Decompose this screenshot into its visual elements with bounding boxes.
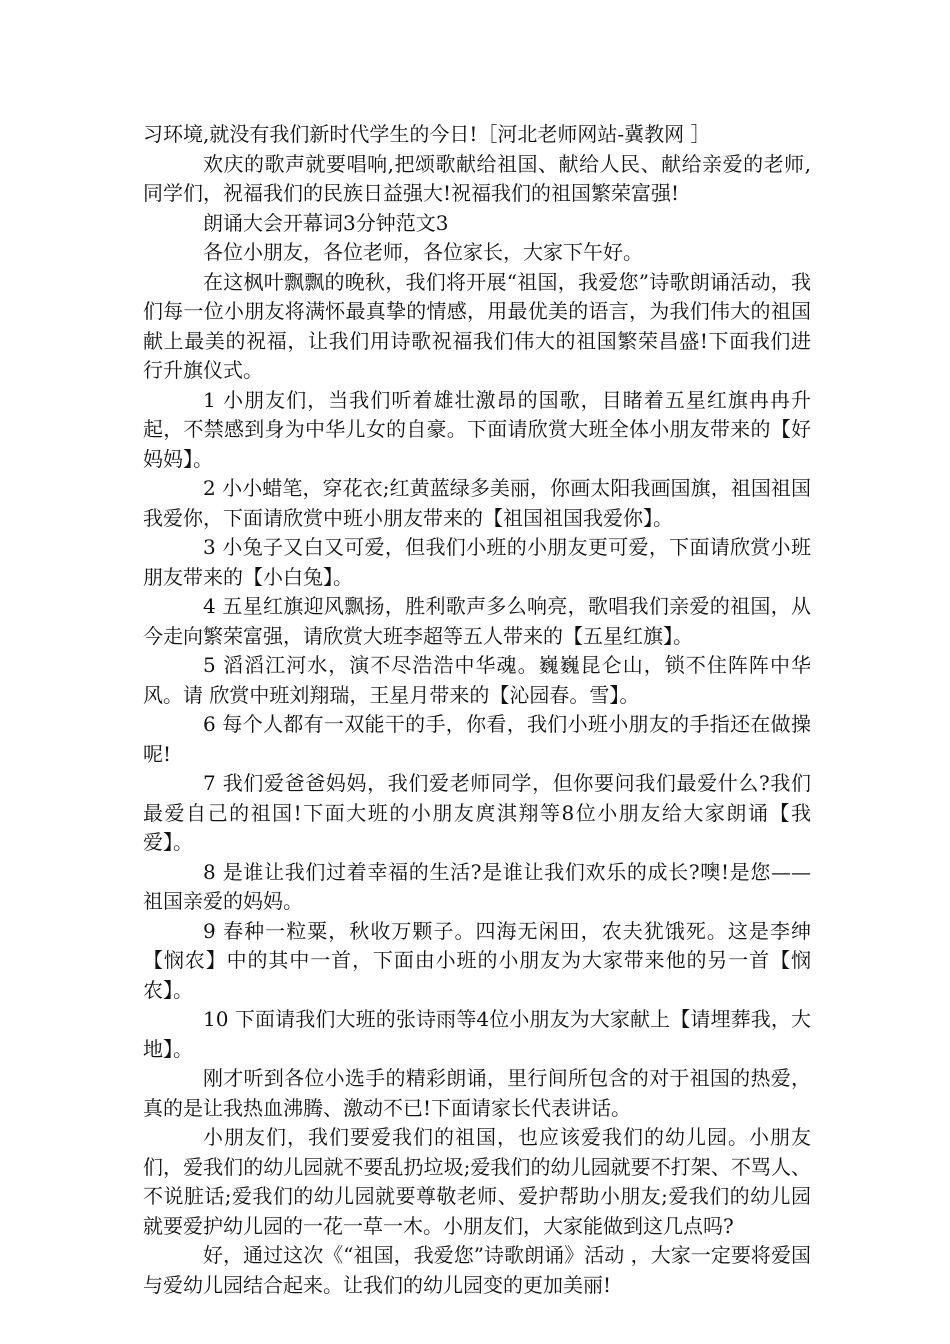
list-item: 6 每个人都有一双能干的手，你看，我们小班小朋友的手指还在做操呢! [143, 712, 811, 766]
list-item: 4 五星红旗迎风飘扬，胜利歌声多么响亮，歌唱我们亲爱的祖国，从今走向繁荣富强，请欣赏大班李超等五人带来的【五星红旗】。 [143, 594, 811, 648]
section-heading: 朗诵大会开幕词3分钟范文3 [203, 210, 449, 235]
paragraph: 好，通过这次《“祖国，我爱您”诗歌朗诵》活动 ，大家一定要将爱国与爱幼儿园结合起来。让我们的幼儿园变的更加美丽! [143, 1243, 811, 1297]
list-item: 10 下面请我们大班的张诗雨等4位小朋友为大家献上【请埋葬我，大地】。 [143, 1007, 811, 1061]
paragraph: 各位小朋友，各位老师，各位家长，大家下午好。 [203, 240, 643, 264]
paragraph: 欢庆的歌声就要唱响,把颂歌献给祖国、献给人民、献给亲爱的老师,同学们，祝福我们的民族日益强大!祝福我们的祖国繁荣富强! [143, 151, 811, 205]
list-item: 7 我们爱爸爸妈妈，我们爱老师同学，但你要问我们最爱什么?我们最爱自己的祖国!下面大班的小朋友庹淇翔等8位小朋友给大家朗诵【我爱】。 [143, 771, 811, 854]
list-item: 5 滔滔江河水，演不尽浩浩中华魂。巍巍昆仑山，锁不住阵阵中华风。请 欣赏中班刘翔瑞，王星月带来的【沁园春。雪】。 [143, 653, 811, 707]
list-item: 1 小朋友们，当我们听着雄壮激昂的国歌，目睹着五星红旗冉冉升起，不禁感到身为中华儿女的自豪。下面请欣赏大班全体小朋友带来的【好妈妈】。 [143, 387, 811, 471]
list-item: 8 是谁让我们过着幸福的生活?是谁让我们欢乐的成长?噢!是您——祖国亲爱的妈妈。 [143, 859, 811, 913]
list-item: 2 小小蜡笔，穿花衣;红黄蓝绿多美丽，你画太阳我画国旗，祖国祖国我爱你，下面请欣赏中班小朋友带来的【祖国祖国我爱你】。 [143, 476, 811, 530]
list-item: 3 小兔子又白又可爱，但我们小班的小朋友更可爱，下面请欣赏小班朋友带来的【小白兔】。 [143, 535, 811, 589]
paragraph: 刚才听到各位小选手的精彩朗诵，里行间所包含的对于祖国的热爱，真的是让我热血沸腾、激动不已!下面请家长代表讲话。 [143, 1066, 811, 1120]
list-item: 9 春种一粒粟，秋收万颗子。四海无闲田，农夫犹饿死。这是李绅【悯农】中的其中一首，下面由小班的小朋友为大家带来他的另一首【悯农】。 [143, 918, 811, 1002]
paragraph: 在这枫叶飘飘的晚秋，我们将开展“祖国，我爱您”诗歌朗诵活动，我们每一位小朋友将满怀最真挚的情感，用最优美的语言，为我们伟大的祖国献上最美的祝福，让我们用诗歌祝福我们伟大的祖国繁荣昌盛!下面我们进行升旗仪式。 [143, 269, 811, 382]
paragraph: 习环境,就没有我们新时代学生的今日!［河北老师网站-冀教网 ］ [143, 122, 711, 146]
document-body [143, 120, 811, 1300]
paragraph: 小朋友们，我们要爱我们的祖国，也应该爱我们的幼儿园。小朋友们，爱我们的幼儿园就不要乱扔垃圾;爱我们的幼儿园就要不打架、不骂人、不说脏话;爱我们的幼儿园就要尊敬老师、爱护帮助小朋友;爱我们的幼儿园就要爱护幼儿园的一花一草一木。小朋友们，大家能做到这几点吗? [143, 1125, 811, 1238]
